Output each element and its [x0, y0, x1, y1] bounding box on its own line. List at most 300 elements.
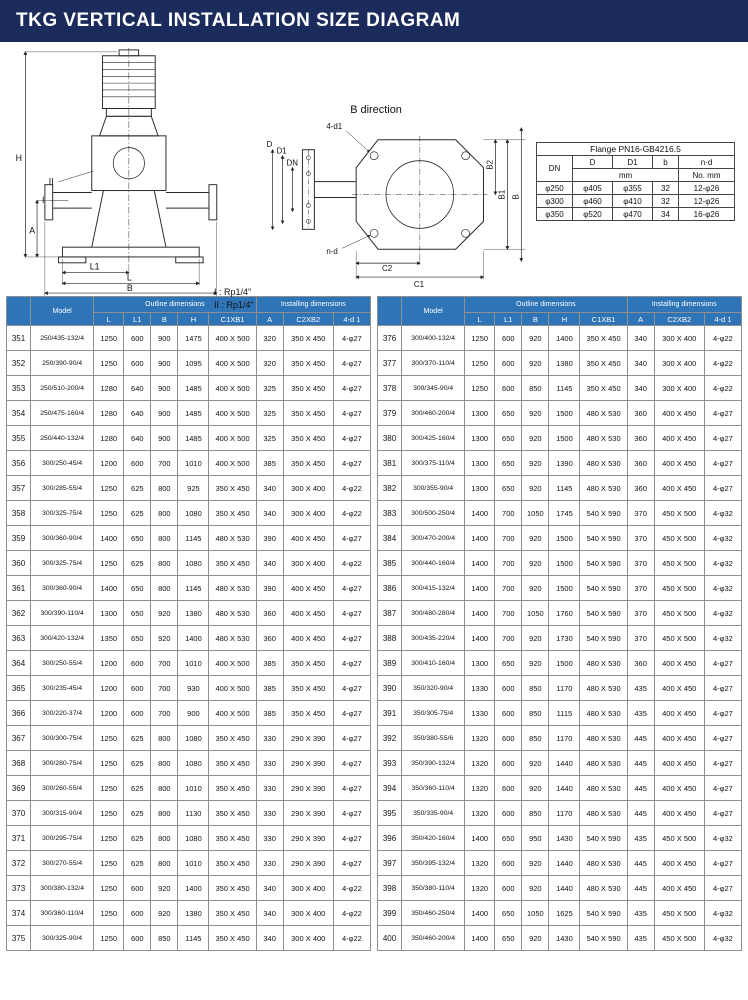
- value-cell: 435: [627, 701, 654, 726]
- value-cell: 625: [124, 826, 151, 851]
- table-row: [7, 576, 371, 601]
- value-cell: 600: [124, 701, 151, 726]
- value-cell: 540 X 590: [580, 576, 627, 601]
- value-cell: 400 X 450: [283, 626, 333, 651]
- value-cell: 1250: [94, 926, 124, 951]
- table-row: [378, 926, 742, 951]
- value-cell: 4-φ27: [704, 726, 741, 751]
- value-cell: 400 X 450: [654, 651, 704, 676]
- value-cell: 480 X 530: [580, 451, 627, 476]
- value-cell: 540 X 590: [580, 501, 627, 526]
- value-cell: 4-φ27: [333, 326, 370, 351]
- value-cell: 350 X 450: [209, 851, 256, 876]
- flange-table-title: Flange PN16-GB4216.5: [537, 143, 735, 156]
- value-cell: 350 X 450: [580, 326, 627, 351]
- row-first-cell: 394: [378, 776, 402, 801]
- value-cell: 640: [124, 376, 151, 401]
- flange-col-nd: n·d: [679, 156, 735, 169]
- value-cell: 300 X 400: [654, 351, 704, 376]
- table-row: [7, 551, 371, 576]
- model-cell: 300/380-132/4: [31, 876, 94, 901]
- model-cell: 300/270-55/4: [31, 851, 94, 876]
- value-cell: 400 X 450: [654, 801, 704, 826]
- value-cell: 1200: [94, 451, 124, 476]
- value-cell: 1730: [549, 626, 580, 651]
- col-b: B: [522, 313, 549, 326]
- value-cell: 1760: [549, 601, 580, 626]
- value-cell: 290 X 390: [283, 726, 333, 751]
- value-cell: 625: [124, 726, 151, 751]
- table-row: [378, 351, 742, 376]
- table-row: [378, 601, 742, 626]
- value-cell: 4-φ27: [333, 676, 370, 701]
- value-cell: 400 X 500: [209, 426, 256, 451]
- mark-i-label: I: [41, 195, 45, 206]
- row-first-cell: 365: [7, 676, 31, 701]
- value-cell: 1170: [549, 726, 580, 751]
- table-row: [7, 626, 371, 651]
- value-cell: 400 X 500: [209, 451, 256, 476]
- value-cell: 400 X 500: [209, 651, 256, 676]
- value-cell: 4-φ32: [704, 826, 741, 851]
- value-cell: 1440: [549, 876, 580, 901]
- value-cell: 540 X 590: [580, 626, 627, 651]
- value-cell: 540 X 590: [580, 901, 627, 926]
- row-first-cell: 389: [378, 651, 402, 676]
- value-cell: 350 X 450: [209, 826, 256, 851]
- model-cell: 300/460-200/4: [402, 401, 465, 426]
- value-cell: 350 X 450: [283, 451, 333, 476]
- value-cell: 700: [495, 576, 522, 601]
- model-cell: 350/320-90/4: [402, 676, 465, 701]
- value-cell: 650: [495, 401, 522, 426]
- value-cell: 370: [627, 601, 654, 626]
- row-first-cell: 368: [7, 751, 31, 776]
- value-cell: 1130: [178, 801, 209, 826]
- value-cell: 700: [495, 601, 522, 626]
- value-cell: 625: [124, 801, 151, 826]
- row-first-cell: 373: [7, 876, 31, 901]
- value-cell: 920: [151, 901, 178, 926]
- value-cell: 1300: [465, 476, 495, 501]
- value-cell: 900: [151, 376, 178, 401]
- value-cell: 4-φ27: [704, 701, 741, 726]
- title-bar: [0, 0, 748, 42]
- value-cell: 1170: [549, 676, 580, 701]
- table-row: [378, 451, 742, 476]
- value-cell: 1320: [465, 776, 495, 801]
- value-cell: 4-φ27: [333, 426, 370, 451]
- value-cell: 540 X 590: [580, 551, 627, 576]
- value-cell: 1010: [178, 651, 209, 676]
- value-cell: 4-φ27: [704, 751, 741, 776]
- value-cell: 385: [256, 701, 283, 726]
- value-cell: 1400: [465, 576, 495, 601]
- model-cell: 350/395-132/4: [402, 851, 465, 876]
- value-cell: 4-φ27: [704, 401, 741, 426]
- row-first-cell: 370: [7, 801, 31, 826]
- value-cell: 1115: [549, 701, 580, 726]
- value-cell: 480 X 530: [580, 701, 627, 726]
- table-row: [7, 701, 371, 726]
- value-cell: 445: [627, 801, 654, 826]
- value-cell: 700: [495, 501, 522, 526]
- value-cell: 1625: [549, 901, 580, 926]
- row-first-cell: 398: [378, 876, 402, 901]
- value-cell: 1300: [465, 426, 495, 451]
- value-cell: 360: [256, 601, 283, 626]
- value-cell: 800: [151, 476, 178, 501]
- value-cell: 600: [495, 851, 522, 876]
- col-l1: L1: [495, 313, 522, 326]
- value-cell: 4-φ27: [333, 526, 370, 551]
- value-cell: 1440: [549, 851, 580, 876]
- row-first-cell: 366: [7, 701, 31, 726]
- value-cell: 650: [495, 651, 522, 676]
- value-cell: 1300: [465, 651, 495, 676]
- value-cell: 1200: [94, 676, 124, 701]
- value-cell: 480 X 530: [580, 401, 627, 426]
- value-cell: 850: [522, 801, 549, 826]
- dim-c2-label: C2: [382, 264, 393, 274]
- value-cell: 1400: [465, 626, 495, 651]
- value-cell: 4-φ27: [333, 701, 370, 726]
- value-cell: 1250: [94, 551, 124, 576]
- value-cell: 445: [627, 876, 654, 901]
- value-cell: 480 X 530: [209, 576, 256, 601]
- row-first-cell: 388: [378, 626, 402, 651]
- table-row: [7, 926, 371, 951]
- value-cell: 650: [495, 826, 522, 851]
- model-cell: 300/425-160/4: [402, 426, 465, 451]
- dimension-table-left-body: [7, 326, 371, 951]
- value-cell: 650: [495, 901, 522, 926]
- value-cell: 400 X 500: [209, 376, 256, 401]
- row-first-cell: 384: [378, 526, 402, 551]
- value-cell: 1400: [94, 526, 124, 551]
- row-first-cell: 381: [378, 451, 402, 476]
- value-cell: 1010: [178, 776, 209, 801]
- value-cell: 360: [256, 626, 283, 651]
- row-first-cell: φ300: [537, 195, 573, 208]
- model-cell: 350/460-200/4: [402, 926, 465, 951]
- value-cell: 800: [151, 851, 178, 876]
- value-cell: 625: [124, 501, 151, 526]
- value-cell: 1250: [465, 326, 495, 351]
- value-cell: 1400: [465, 501, 495, 526]
- model-cell: 300/470-200/4: [402, 526, 465, 551]
- value-cell: 290 X 390: [283, 851, 333, 876]
- value-cell: 12-φ26: [679, 195, 735, 208]
- value-cell: 1080: [178, 826, 209, 851]
- table-row: [7, 426, 371, 451]
- col-a: A: [627, 313, 654, 326]
- value-cell: 435: [627, 826, 654, 851]
- value-cell: 445: [627, 726, 654, 751]
- table-row: [378, 676, 742, 701]
- row-first-cell: 378: [378, 376, 402, 401]
- model-cell: 300/360-90/4: [31, 526, 94, 551]
- value-cell: 850: [522, 376, 549, 401]
- row-first-cell: 354: [7, 401, 31, 426]
- value-cell: 340: [256, 501, 283, 526]
- value-cell: 290 X 390: [283, 776, 333, 801]
- row-first-cell: 351: [7, 326, 31, 351]
- value-cell: 400 X 500: [209, 701, 256, 726]
- value-cell: 800: [151, 751, 178, 776]
- value-cell: 4-φ27: [333, 851, 370, 876]
- value-cell: 1400: [465, 926, 495, 951]
- value-cell: 435: [627, 926, 654, 951]
- value-cell: 1080: [178, 501, 209, 526]
- value-cell: 920: [522, 451, 549, 476]
- value-cell: 4-φ27: [333, 651, 370, 676]
- value-cell: 400 X 450: [654, 676, 704, 701]
- row-first-cell: 385: [378, 551, 402, 576]
- value-cell: 325: [256, 426, 283, 451]
- value-cell: 600: [124, 651, 151, 676]
- value-cell: 800: [151, 776, 178, 801]
- value-cell: 480 X 530: [580, 651, 627, 676]
- value-cell: 920: [522, 851, 549, 876]
- value-cell: 4-φ32: [704, 501, 741, 526]
- value-cell: 1010: [178, 451, 209, 476]
- outline-dimensions-header: Outline dimensions: [465, 297, 627, 313]
- value-cell: 1500: [549, 551, 580, 576]
- value-cell: 385: [256, 651, 283, 676]
- value-cell: φ355: [613, 182, 653, 195]
- dimension-table-right: [377, 296, 742, 951]
- table-row: [7, 676, 371, 701]
- value-cell: 600: [124, 926, 151, 951]
- row-first-cell: 363: [7, 626, 31, 651]
- value-cell: 450 X 500: [654, 826, 704, 851]
- model-cell: 300/355-90/4: [402, 476, 465, 501]
- flange-view-drawing: [238, 100, 538, 294]
- value-cell: 1500: [549, 576, 580, 601]
- value-cell: 4-φ22: [333, 901, 370, 926]
- value-cell: 400 X 450: [654, 851, 704, 876]
- value-cell: 480 X 530: [580, 426, 627, 451]
- value-cell: 800: [151, 551, 178, 576]
- value-cell: 4-φ22: [333, 501, 370, 526]
- value-cell: 32: [653, 182, 679, 195]
- value-cell: 480 X 530: [580, 726, 627, 751]
- value-cell: 350 X 450: [209, 901, 256, 926]
- value-cell: 540 X 590: [580, 526, 627, 551]
- value-cell: 4-φ27: [704, 876, 741, 901]
- dim-a-label: A: [29, 225, 36, 236]
- flange-col-d1: D1: [613, 156, 653, 169]
- value-cell: 1145: [178, 526, 209, 551]
- value-cell: 4-φ22: [333, 876, 370, 901]
- value-cell: 1390: [549, 451, 580, 476]
- model-cell: 300/440-160/4: [402, 551, 465, 576]
- value-cell: 450 X 500: [654, 551, 704, 576]
- dim-dn-label: DN: [286, 158, 298, 168]
- value-cell: 4-φ27: [333, 576, 370, 601]
- value-cell: 350 X 450: [283, 701, 333, 726]
- value-cell: 600: [495, 676, 522, 701]
- value-cell: φ410: [613, 195, 653, 208]
- value-cell: 32: [653, 195, 679, 208]
- value-cell: 900: [151, 326, 178, 351]
- value-cell: 400 X 450: [654, 726, 704, 751]
- value-cell: 900: [151, 426, 178, 451]
- table-row: [7, 876, 371, 901]
- table-row: [378, 526, 742, 551]
- value-cell: 300 X 400: [283, 551, 333, 576]
- model-cell: 250/390-90/4: [31, 351, 94, 376]
- value-cell: 1320: [465, 751, 495, 776]
- value-cell: 800: [151, 726, 178, 751]
- value-cell: 1350: [94, 626, 124, 651]
- value-cell: 600: [495, 701, 522, 726]
- model-cell: 300/220-37/4: [31, 701, 94, 726]
- value-cell: 540 X 590: [580, 826, 627, 851]
- value-cell: 700: [151, 451, 178, 476]
- value-cell: 1250: [94, 476, 124, 501]
- value-cell: 350 X 450: [209, 551, 256, 576]
- value-cell: 625: [124, 776, 151, 801]
- dimension-table-left: [6, 296, 371, 951]
- value-cell: 650: [124, 526, 151, 551]
- col-h: H: [178, 313, 209, 326]
- value-cell: 1400: [465, 601, 495, 626]
- four-d1-label: 4-d1: [326, 121, 343, 131]
- row-first-cell: 355: [7, 426, 31, 451]
- value-cell: 480 X 530: [209, 626, 256, 651]
- value-cell: 350 X 450: [283, 351, 333, 376]
- value-cell: 1380: [178, 601, 209, 626]
- value-cell: 540 X 590: [580, 926, 627, 951]
- value-cell: 4-φ27: [333, 751, 370, 776]
- value-cell: 4-φ22: [333, 476, 370, 501]
- value-cell: 300 X 400: [654, 376, 704, 401]
- value-cell: 4-φ27: [704, 776, 741, 801]
- value-cell: 370: [627, 551, 654, 576]
- value-cell: 34: [653, 208, 679, 221]
- row-first-cell: 380: [378, 426, 402, 451]
- value-cell: 600: [495, 726, 522, 751]
- value-cell: 350 X 450: [283, 676, 333, 701]
- model-cell: 300/360-110/4: [31, 901, 94, 926]
- value-cell: 600: [124, 326, 151, 351]
- value-cell: 330: [256, 851, 283, 876]
- value-cell: 350 X 450: [283, 376, 333, 401]
- value-cell: 4-φ22: [704, 376, 741, 401]
- b-direction-label: B direction: [350, 103, 402, 116]
- value-cell: 4-φ27: [333, 601, 370, 626]
- value-cell: 4-φ27: [704, 451, 741, 476]
- installing-dimensions-header: Installing dimensions: [256, 297, 370, 313]
- model-cell: 300/295-75/4: [31, 826, 94, 851]
- value-cell: 350 X 450: [209, 751, 256, 776]
- value-cell: 360: [627, 401, 654, 426]
- row-first-cell: φ350: [537, 208, 573, 221]
- col-c1xb1: C1XB1: [209, 313, 256, 326]
- model-cell: 300/260-55/4: [31, 776, 94, 801]
- value-cell: 385: [256, 451, 283, 476]
- table-row: [7, 651, 371, 676]
- value-cell: 4-φ27: [333, 826, 370, 851]
- value-cell: 640: [124, 401, 151, 426]
- value-cell: 370: [627, 626, 654, 651]
- n-d-label: n-d: [326, 247, 338, 257]
- value-cell: 290 X 390: [283, 801, 333, 826]
- value-cell: 700: [495, 526, 522, 551]
- table-row: [378, 826, 742, 851]
- value-cell: 1440: [549, 751, 580, 776]
- value-cell: 625: [124, 551, 151, 576]
- value-cell: 1280: [94, 401, 124, 426]
- flange-table-body: [537, 182, 735, 221]
- model-cell: 300/415-132/4: [402, 576, 465, 601]
- row-first-cell: 377: [378, 351, 402, 376]
- flange-unit-mm: mm: [573, 169, 679, 182]
- value-cell: 1400: [549, 326, 580, 351]
- value-cell: 340: [256, 876, 283, 901]
- row-first-cell: 391: [378, 701, 402, 726]
- table-row: [7, 326, 371, 351]
- value-cell: 1300: [94, 601, 124, 626]
- table-row: [7, 376, 371, 401]
- value-cell: 1500: [549, 651, 580, 676]
- flange-col-d: D: [573, 156, 613, 169]
- model-cell: 300/375-110/4: [402, 451, 465, 476]
- value-cell: 1250: [94, 776, 124, 801]
- value-cell: 1080: [178, 726, 209, 751]
- value-cell: 320: [256, 326, 283, 351]
- table-row: [7, 401, 371, 426]
- value-cell: 400 X 500: [209, 401, 256, 426]
- dimension-tables: [0, 294, 748, 951]
- value-cell: 920: [522, 526, 549, 551]
- table-row: [7, 801, 371, 826]
- value-cell: 1485: [178, 401, 209, 426]
- value-cell: 480 X 530: [209, 601, 256, 626]
- table-row: [378, 776, 742, 801]
- value-cell: 1380: [549, 351, 580, 376]
- model-cell: 300/315-90/4: [31, 801, 94, 826]
- table-row: [7, 751, 371, 776]
- value-cell: 4-φ32: [704, 626, 741, 651]
- value-cell: 400 X 500: [209, 326, 256, 351]
- value-cell: 4-φ27: [333, 401, 370, 426]
- table-row: [7, 526, 371, 551]
- model-cell: 300/325-90/4: [31, 926, 94, 951]
- table-row: [7, 851, 371, 876]
- flange-col-dn: DN: [537, 156, 573, 182]
- dim-l-label: L: [126, 272, 132, 283]
- value-cell: 400 X 500: [209, 351, 256, 376]
- value-cell: 1250: [94, 851, 124, 876]
- row-first-cell: 390: [378, 676, 402, 701]
- value-cell: 340: [256, 551, 283, 576]
- model-cell: 350/380-55/6: [402, 726, 465, 751]
- table-row: [378, 651, 742, 676]
- value-cell: 850: [151, 926, 178, 951]
- row-first-cell: 397: [378, 851, 402, 876]
- model-cell: 300/500-250/4: [402, 501, 465, 526]
- value-cell: 625: [124, 751, 151, 776]
- value-cell: 920: [522, 351, 549, 376]
- value-cell: 1400: [465, 901, 495, 926]
- value-cell: 450 X 500: [654, 501, 704, 526]
- row-first-cell: φ250: [537, 182, 573, 195]
- value-cell: 350 X 450: [283, 426, 333, 451]
- table-row: [378, 851, 742, 876]
